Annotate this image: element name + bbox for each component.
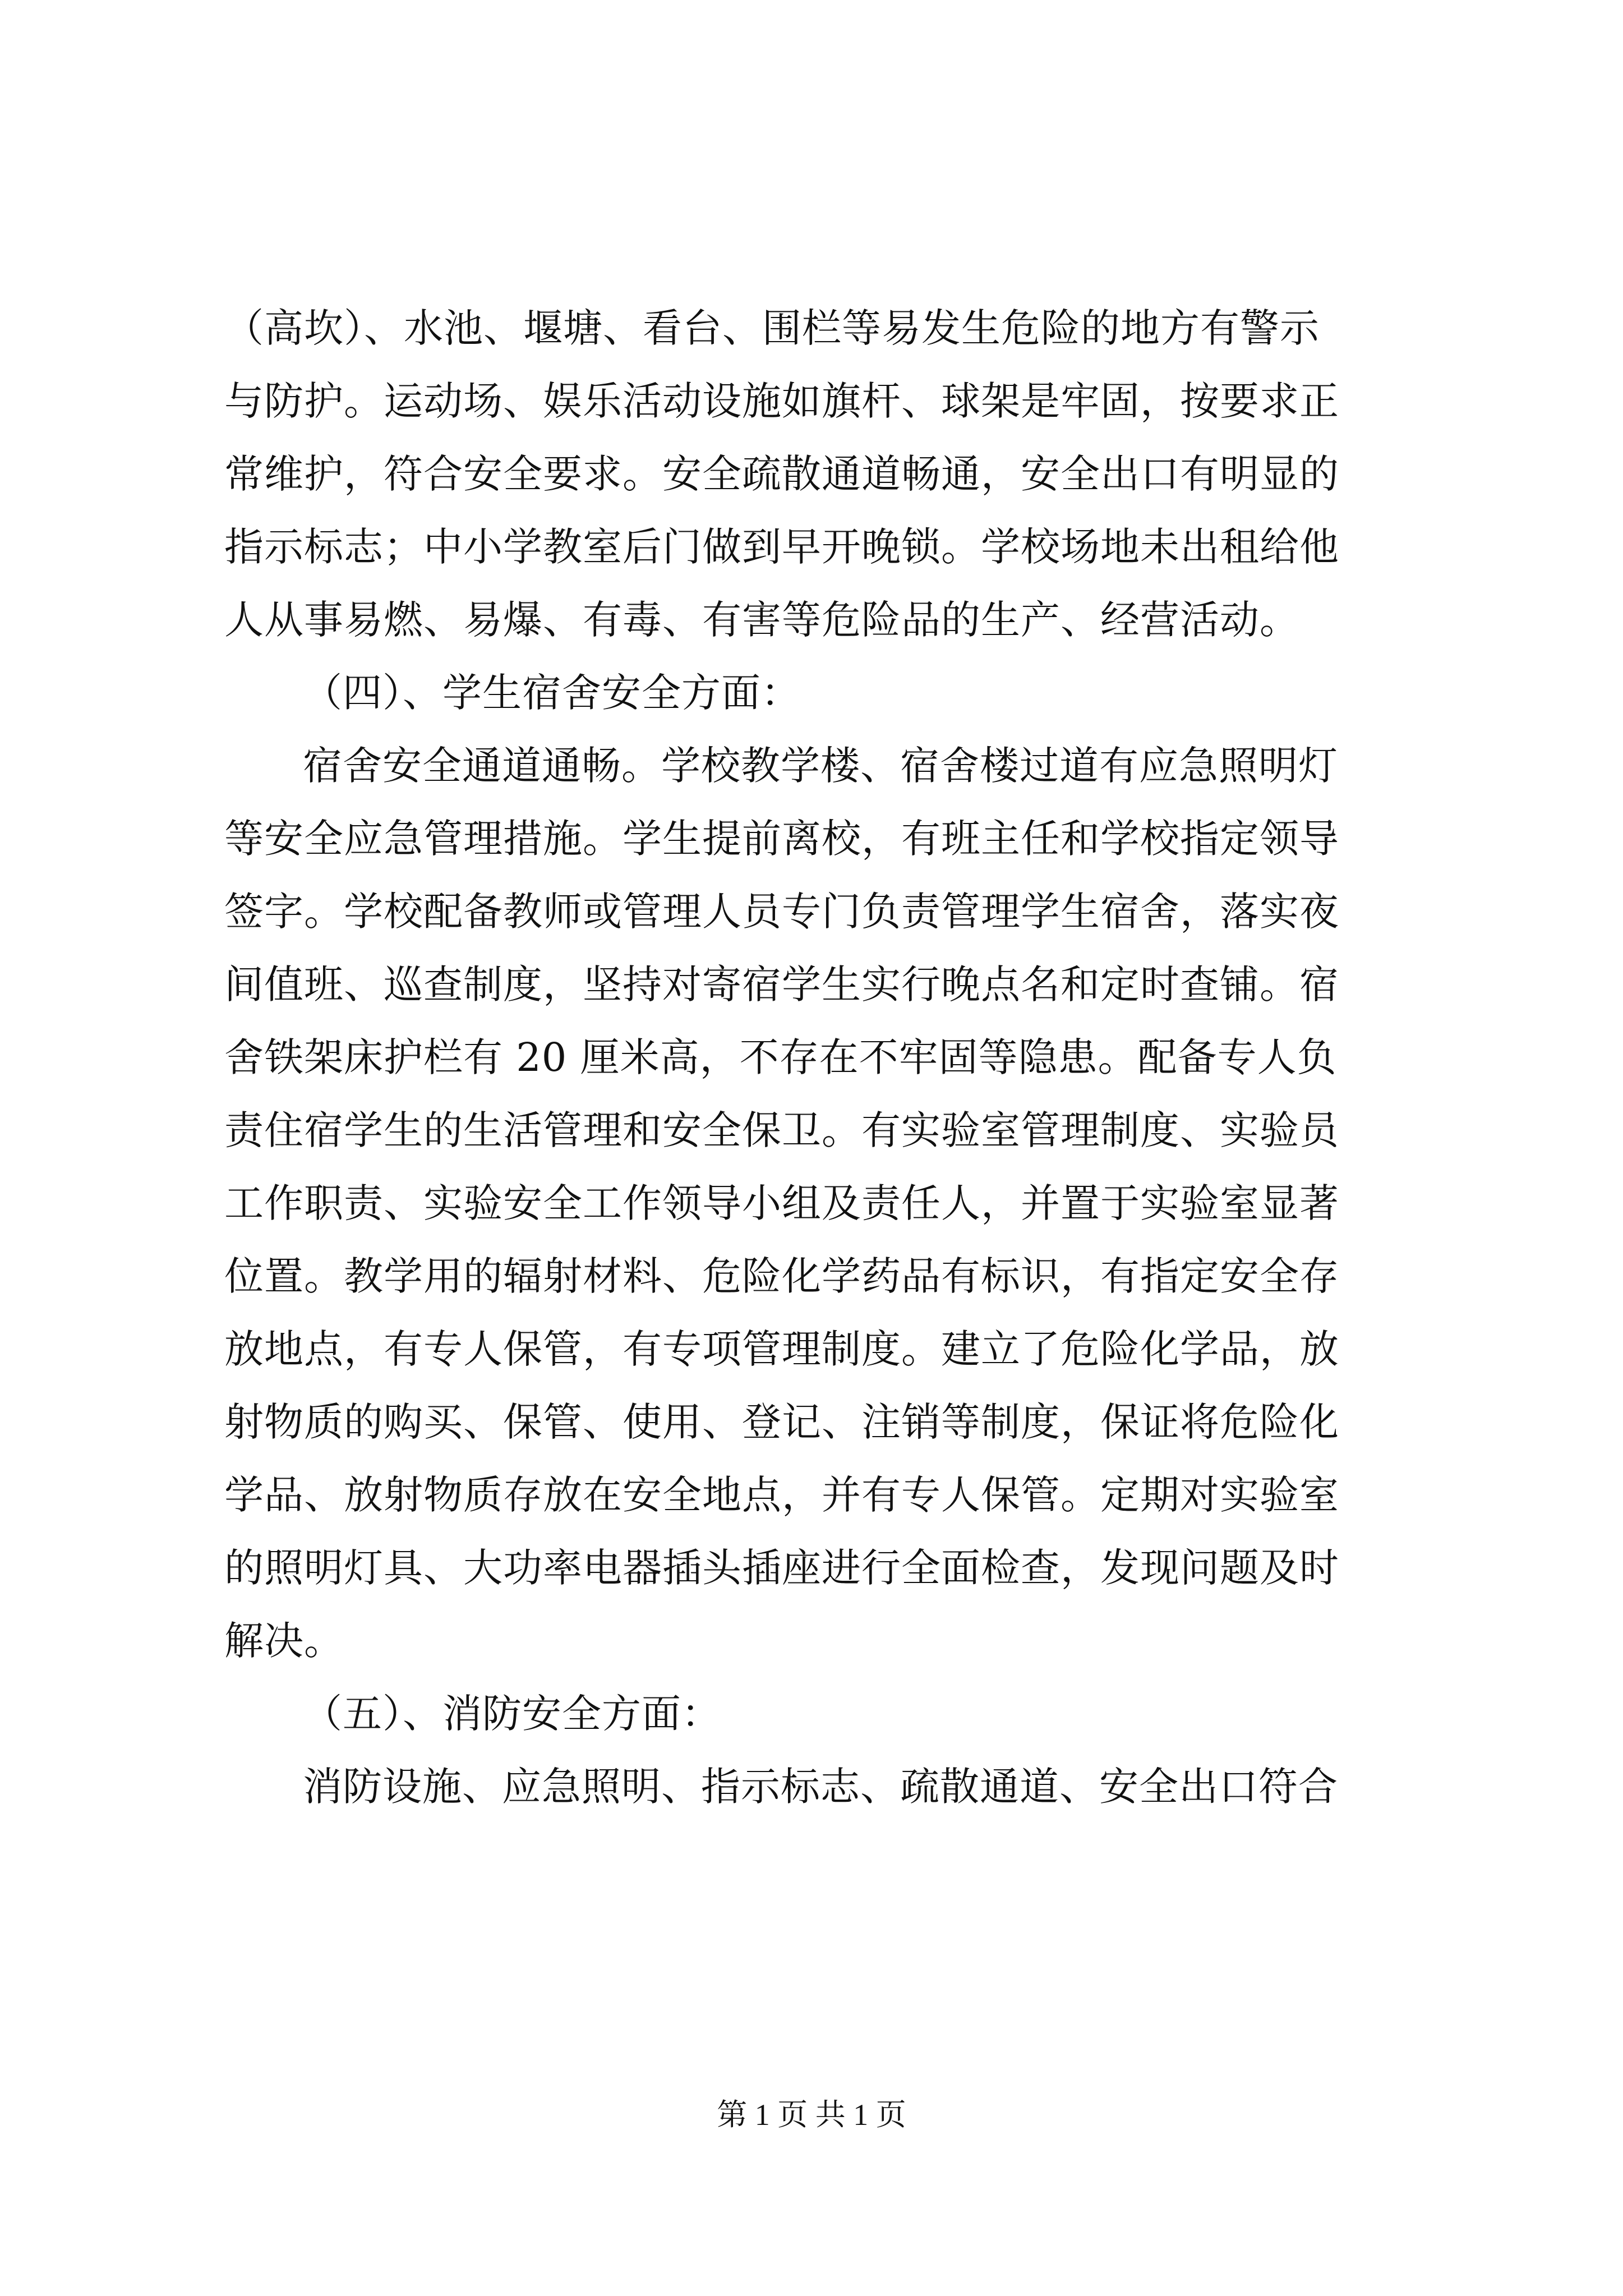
paragraph-line: 常维护，符合安全要求。安全疏散通道畅通，安全出口有明显的 [224, 451, 1339, 497]
paragraph-line: 与防护。运动场、娱乐活动设施如旗杆、球架是牢固，按要求正 [224, 378, 1339, 424]
paragraph-line: 间值班、巡查制度，坚持对寄宿学生实行晚点名和定时查铺。宿 [224, 961, 1339, 1007]
paragraph-line: 人从事易燃、易爆、有毒、有害等危险品的生产、经营活动。 [224, 597, 1299, 643]
paragraph-line: 放地点，有专人保管，有专项管理制度。建立了危险化学品，放 [224, 1326, 1339, 1372]
paragraph-line: 签字。学校配备教师或管理人员专门负责管理学生宿舍，落实夜 [224, 889, 1339, 935]
paragraph-line: 宿舍安全通道通畅。学校教学楼、宿舍楼过道有应急照明灯 [303, 743, 1338, 789]
paragraph-line: 责住宿学生的生活管理和安全保卫。有实验室管理制度、实验员 [224, 1107, 1339, 1153]
paragraph-line: 舍铁架床护栏有 20 厘米高，不存在不牢固等隐患。配备专人负 [224, 1034, 1337, 1080]
section-heading-5: （五）、消防安全方面： [303, 1691, 721, 1737]
paragraph-line: 射物质的购买、保管、使用、登记、注销等制度，保证将危险化 [224, 1399, 1339, 1445]
paragraph-line: 等安全应急管理措施。学生提前离校，有班主任和学校指定领导 [224, 816, 1339, 862]
paragraph-line: 学品、放射物质存放在安全地点，并有专人保管。定期对实验室 [224, 1472, 1339, 1518]
section-heading-4: （四）、学生宿舍安全方面： [303, 670, 801, 716]
paragraph-line: 工作职责、实验安全工作领导小组及责任人，并置于实验室显著 [224, 1180, 1339, 1226]
paragraph-line: 消防设施、应急照明、指示标志、疏散通道、安全出口符合 [303, 1764, 1338, 1810]
paragraph-line: 的照明灯具、大功率电器插头插座进行全面检查，发现问题及时 [224, 1545, 1339, 1591]
paragraph-line: 解决。 [224, 1618, 344, 1664]
paragraph-line: 指示标志；中小学教室后门做到早开晚锁。学校场地未出租给他 [224, 524, 1339, 570]
paragraph-line: 位置。教学用的辐射材料、危险化学药品有标识，有指定安全存 [224, 1253, 1339, 1299]
page-footer: 第 1 页 共 1 页 [717, 2098, 906, 2132]
paragraph-line: （高坎）、水池、堰塘、看台、围栏等易发生危险的地方有警示 [224, 305, 1320, 351]
